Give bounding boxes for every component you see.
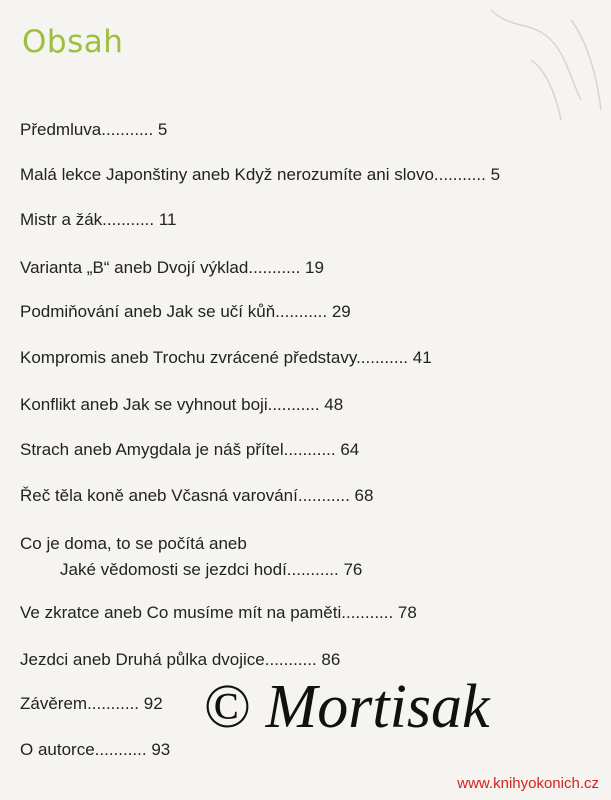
toc-entry: Řeč těla koně aneb Včasná varování........... 68 bbox=[20, 486, 374, 505]
toc-entry: Ve zkratce aneb Co musíme mít na paměti........... 78 bbox=[20, 603, 417, 622]
toc-entry: Mistr a žák........... 11 bbox=[20, 210, 177, 229]
toc-entry: Malá lekce Japonštiny aneb Když nerozumíte ani slovo........... 5 bbox=[20, 165, 501, 184]
toc-entry: Jezdci aneb Druhá půlka dvojice........... 86 bbox=[20, 650, 341, 669]
toc-entry: Varianta „B“ aneb Dvojí výklad........... 19 bbox=[20, 258, 324, 277]
page-title: Obsah bbox=[22, 24, 124, 60]
toc-entry: Strach aneb Amygdala je náš přítel........... 64 bbox=[20, 440, 360, 459]
copyright-watermark: © Mortisak bbox=[203, 673, 490, 741]
toc-entry: Závěrem........... 92 bbox=[20, 694, 163, 713]
toc-entry: Konflikt aneb Jak se vyhnout boji........... 48 bbox=[20, 395, 344, 414]
toc-entry: Podmiňování aneb Jak se učí kůň........... 29 bbox=[20, 302, 351, 321]
horse-sketch-illustration bbox=[471, 0, 611, 140]
toc-entry: Předmluva........... 5 bbox=[20, 120, 168, 139]
toc-entry: Co je doma, to se počítá aneb Jaké vědomosti se jezdci hodí........... 76 bbox=[20, 534, 363, 579]
toc-entry: Kompromis aneb Trochu zvrácené představy........... 41 bbox=[20, 348, 432, 367]
toc-entry: O autorce........... 93 bbox=[20, 740, 171, 759]
website-url[interactable]: www.knihyokonich.cz bbox=[457, 775, 599, 792]
